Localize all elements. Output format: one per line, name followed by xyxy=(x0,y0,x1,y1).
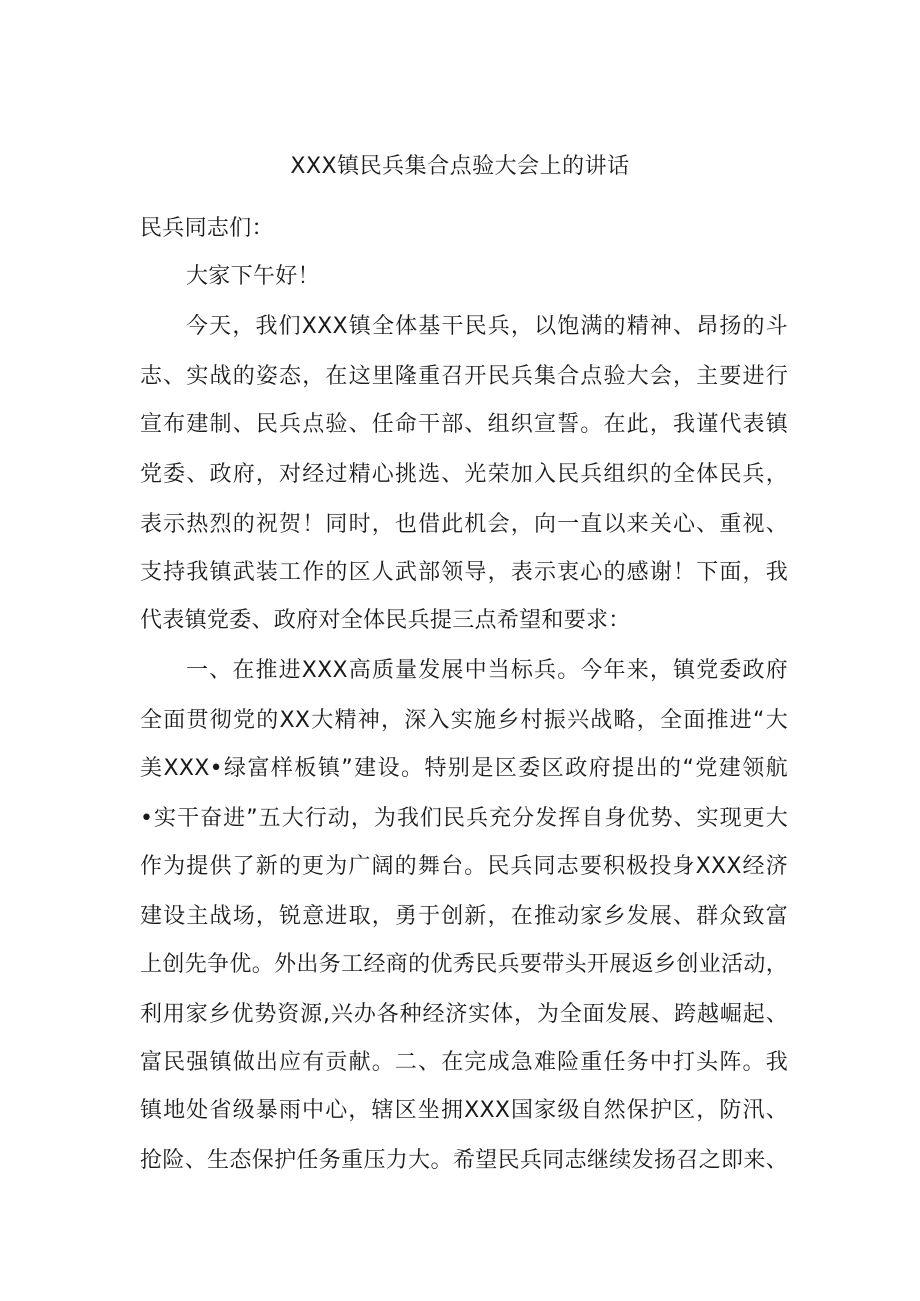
paragraph-line: 表示热烈的祝贺！同时，也借此机会，向一直以来关心、重视、 xyxy=(140,512,788,537)
paragraph-line: 美XXX•绿富样板镇”建设。特别是区委区政府提出的“党建领航 xyxy=(140,756,788,781)
paragraph-line: 富民强镇做出应有贡献。二、在完成急难险重任务中打头阵。我 xyxy=(140,1050,788,1075)
paragraph-line: 志、实战的姿态，在这里隆重召开民兵集合点验大会，主要进行 xyxy=(140,364,788,389)
salutation: 民兵同志们： xyxy=(140,216,274,241)
paragraph-line: 宣布建制、民兵点验、任命干部、组织宣誓。在此，我谨代表镇 xyxy=(140,412,788,437)
paragraph-line: 一、在推进XXX高质量发展中当标兵。今年来，镇党委政府 xyxy=(186,658,788,683)
paragraph-line: •实干奋进”五大行动，为我们民兵充分发挥自身优势、实现更大 xyxy=(140,806,788,831)
paragraph-line: 支持我镇武装工作的区人武部领导，表示衷心的感谢！下面，我 xyxy=(140,560,788,585)
greeting: 大家下午好！ xyxy=(186,264,320,289)
paragraph-line: 作为提供了新的更为广阔的舞台。民兵同志要积极投身XXX经济 xyxy=(140,854,788,879)
paragraph-line: 全面贯彻党的XX大精神，深入实施乡村振兴战略，全面推进“大 xyxy=(140,708,788,733)
paragraph-line: 党委、政府，对经过精心挑选、光荣加入民兵组织的全体民兵， xyxy=(140,462,788,487)
paragraph-line: 今天，我们XXX镇全体基干民兵，以饱满的精神、昂扬的斗 xyxy=(186,314,788,339)
document-title: XXX镇民兵集合点验大会上的讲话 xyxy=(290,154,630,179)
paragraph-line: 利用家乡优势资源,兴办各种经济实体，为全面发展、跨越崛起、 xyxy=(140,1002,788,1027)
paragraph-line: 抢险、生态保护任务重压力大。希望民兵同志继续发扬召之即来、 xyxy=(140,1148,788,1173)
paragraph-line: 代表镇党委、政府对全体民兵提三点希望和要求： xyxy=(140,608,631,633)
paragraph-line: 建设主战场，锐意进取，勇于创新，在推动家乡发展、群众致富 xyxy=(140,904,788,929)
paragraph-line: 镇地处省级暴雨中心，辖区坐拥XXX国家级自然保护区，防汛、 xyxy=(140,1098,788,1123)
paragraph-line: 上创先争优。外出务工经商的优秀民兵要带头开展返乡创业活动， xyxy=(140,952,788,977)
